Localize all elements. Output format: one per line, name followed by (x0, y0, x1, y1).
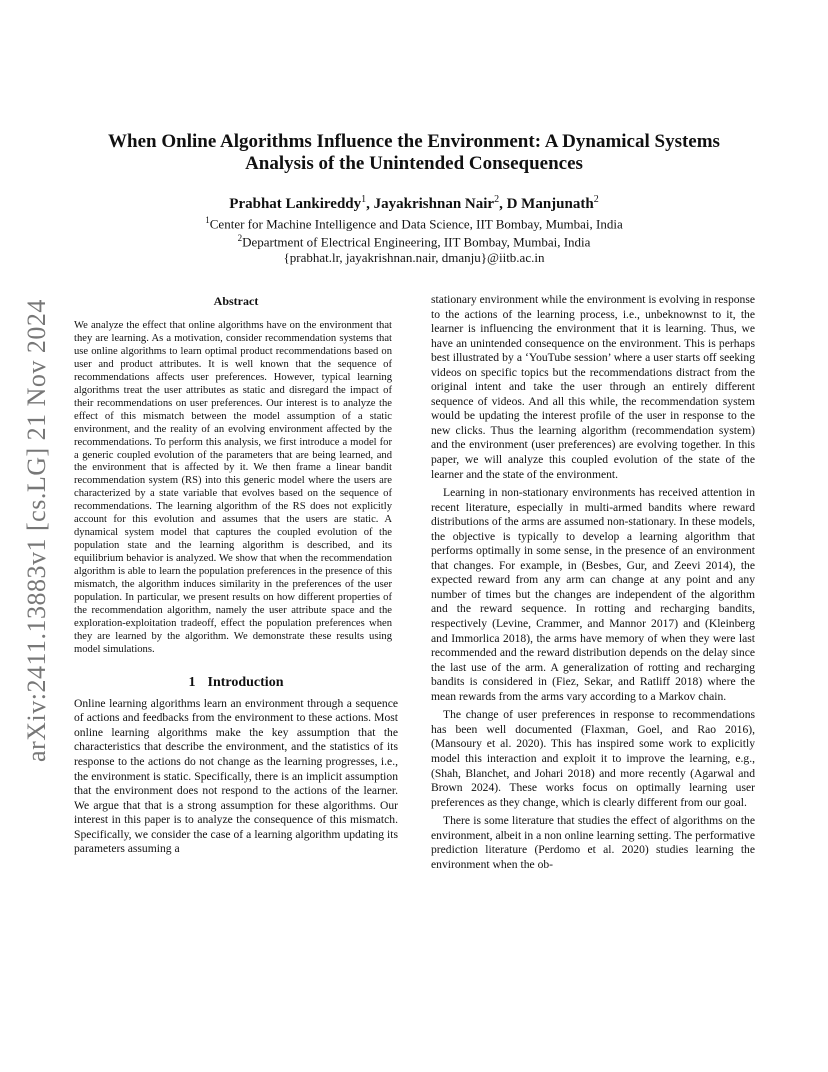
abstract-heading: Abstract (213, 294, 259, 308)
affiliation-text: Center for Machine Intelligence and Data Science, IIT Bombay, Mumbai, India (209, 216, 623, 232)
right-column (431, 293, 755, 872)
author-affiliation-mark: 2 (593, 194, 599, 205)
author-separator: , (366, 196, 374, 212)
section-number: 1 (188, 674, 196, 690)
title-line: When Online Algorithms Influence the Environment: A Dynamical Systems (108, 131, 720, 152)
left-column (74, 294, 398, 857)
affiliation-text: Department of Electrical Engineering, IIT Bombay, Mumbai, India (242, 234, 591, 250)
section-title: Introduction (207, 674, 284, 690)
author-list (60, 191, 768, 213)
affiliation-line (60, 213, 768, 231)
author-emails: {prabhat.lr, jayakrishnan.nair, dmanju}@iitb.ac.in (283, 249, 545, 265)
title-line: Analysis of the Unintended Consequences (245, 153, 583, 174)
affiliation-line (60, 231, 768, 249)
author-separator: , (499, 196, 507, 212)
author-name: Jayakrishnan Nair (373, 196, 495, 212)
author-name: D Manjunath (506, 196, 594, 212)
abstract-text: We analyze the effect that online algorithms have on the environment that they are learning. As a motivation, consider recommendation systems that use online algorithms to learn optimal product recommendations based on user and product attributes. It is well known that the sequence of recommendations affects user preferences. However, typical learning algorithms treat the user attributes as static and disregard the impact of their recommendations on user preferences. Our interest is to analyze the effect of this mismatch between the model assumption of a static environment, and the reality of an evolving environment affected by the recommendations. To perform this analysis, we first introduce a model for a generic coupled evolution of the parameters that are being learned, and the environment that is affected by it. We then frame a linear bandit recommendation system (RS) into this generic model where the users are characterized by a state variable that evolves based on the sequence of recommendations. The learning algorithm of the RS does not explicitly account for this evolution and assumes that the users are static. A dynamical system model that captures the coupled evolution of the population state and the learning algorithm is described, and its equilibrium behavior is analyzed. We show that when the recommendation algorithm is able to learn the population preferences in the presence of this mismatch, the algorithm induces similarity in the preferences of the user population. In particular, we present results on how different properties of the recommendation algorithm, namely the user attribute space and the exploration-exploitation tradeoff, effect the population preferences when they are learned by the algorithm. We demonstrate these results using model simulations. (74, 320, 392, 655)
paragraph: The change of user preferences in response to recommendations has been well documented (Flaxman, Goel, and Rao 2016), (Mansoury et al. 2020). This has inspired some work to explicitly model this interaction and exploit it to improve the learning, e.g., (Shah, Blanchet, and Johari 2018) and more recently (Agarwal and Brown 2024). These works focus on optimally learning user preferences as they change, which is clearly different from our goal. (431, 708, 755, 809)
affiliation-mark: 2 (237, 233, 243, 244)
affiliation-mark: 1 (205, 215, 210, 225)
paragraph: Learning in non-stationary environments has received attention in recent literature, especially in multi-armed bandits where reward distributions of the arms are assumed non-stationary. In these models, the objective is typically to develop a learning algorithm that performs optimally in some sense, in the presence of an environment that changes. For example, in (Besbes, Gur, and Zeevi 2014), the expected reward from any arm can change at any point and any number of times but the changes are independent of the algorithm and the reward sequence. In rotting and recharging bandits, respectively (Levine, Crammer, and Mannor 2017) and (Kleinberg and Immorlica 2018), the arms have memory of when they were last recommended and the reward distribution depends on the delay since the last use of the arm. A generalization of rotting and recharging bandits is considered in (Fiez, Sekar, and Ratliff 2018) where the mean rewards from the arms vary according to a Markov chain. (431, 486, 755, 703)
author-name: Prabhat Lankireddy (229, 196, 362, 212)
author-affiliation-mark: 1 (361, 194, 367, 205)
paragraph: There is some literature that studies the effect of algorithms on the environment, albeit in a non online learning setting. The performative prediction literature (Perdomo et al. 2020) studies learning the environment when the ob- (431, 814, 755, 871)
paper-title (60, 131, 768, 175)
arxiv-identifier-text: arXiv:2411.13883v1 [cs.LG] 21 Nov 2024 (22, 299, 51, 762)
section-heading-introduction (74, 675, 398, 691)
arxiv-identifier (22, 283, 52, 778)
author-affiliation-mark: 2 (494, 194, 500, 205)
paragraph: stationary environment while the environment is evolving in response to the actions of the learning process, i.e., unbeknownst to it, the learner is influencing the environment that it is learning. Thus, we have an unintended consequence on the environment. This is perhaps best illustrated by a ‘YouTube session’ where a user starts off seeking videos on specific topics but the recommendations distract from the original intent and take the user through an entirely different sequence of videos. And all this while, the recommendation system would be updating the interest profile of the user in response to the new clicks. Thus the learning algorithm (recommendation system) and the environment (user preferences) are evolving together. In this paper, we will analyze this coupled evolution of the state of the learner and the state of the environment. (431, 293, 755, 481)
affiliations (60, 213, 768, 265)
paragraph: Online learning algorithms learn an environment through a sequence of actions and feedbacks from the environment to these actions. Most online learning algorithms make the key assumption that the characteristics that describe the environment, and the statistics of its response to the actions do not change as the learning progresses, i.e., the environment is static. Specifically, there is an implicit assumption that the environment does not respond to the actions of the learner. We argue that that is a strong assumption for these algorithms. Our interest in this paper is to analyze the consequence of this mismatch. Specifically, we consider the case of a learning algorithm updating its parameters assuming a (74, 696, 398, 856)
